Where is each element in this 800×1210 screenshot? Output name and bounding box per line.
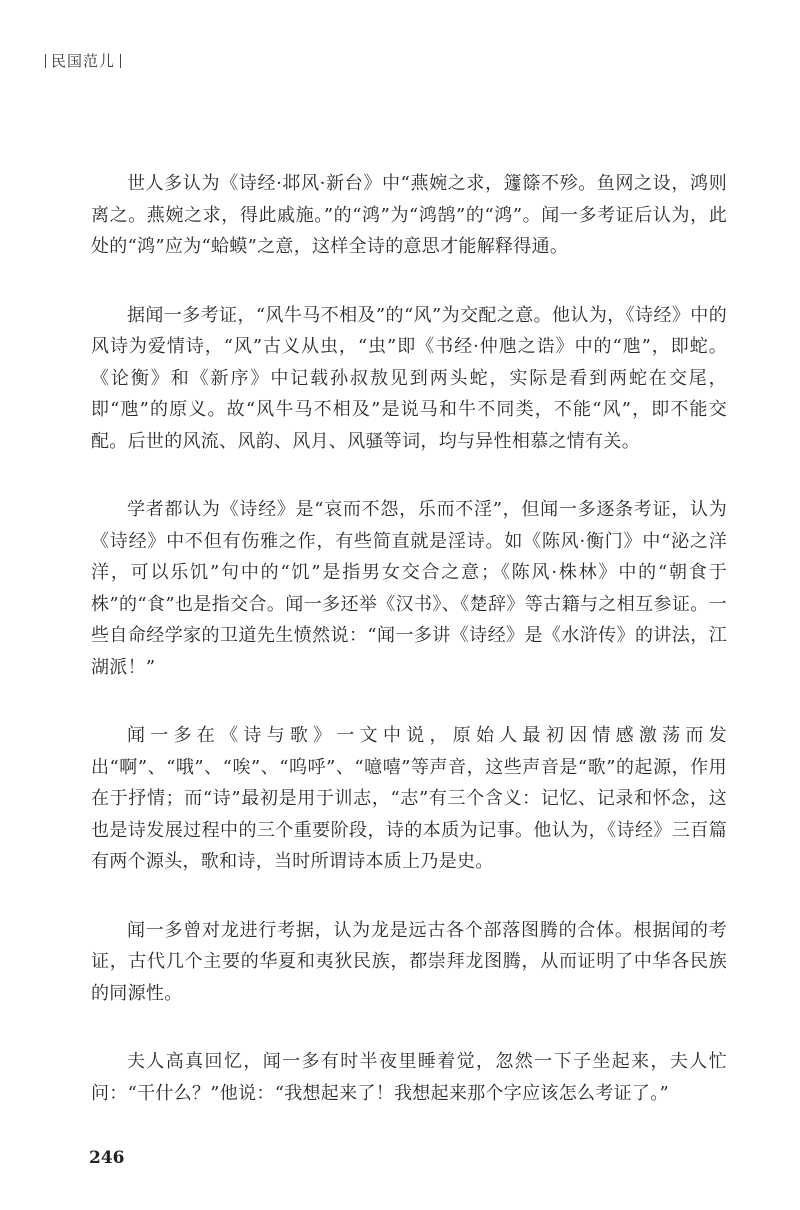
paragraph-6: 夫人高真回忆，闻一多有时半夜里睡着觉，忽然一下子坐起来，夫人忙问：“干什么？”他说：“我想起来了！我想起来那个字应该怎么考证了。” [91,1051,727,1104]
paragraph-4: 闻一多在《诗与歌》一文中说，原始人最初因情感激荡而发出“啊”、“哦”、“唉”、“呜呼”、“噫嘻”等声音，这些声音是“歌”的起源，作用在于抒情；而“诗”最初是用于训志，“志”有三个含义：记忆、记录和怀念，这也是诗发展过程中的三个重要阶段，诗的本质为记事。他认为，《诗经》三百篇有两个源头，歌和诗，当时所谓诗本质上乃是史。 [91,725,727,872]
running-header [40,50,126,71]
paragraph-1: 世人多认为《诗经·邶风·新台》中“燕婉之求，籧篨不殄。鱼网之设，鸿则离之。燕婉之求，得此戚施。”的“鸿”为“鸿鹄”的“鸿”。闻一多考证后认为，此处的“鸿”应为“蛤蟆”之意，这样全诗的意思才能解释得通。 [91,173,727,257]
paragraph-3: 学者都认为《诗经》是“哀而不怨，乐而不淫”，但闻一多逐条考证，认为《诗经》中不但有伤雅之作，有些简直就是淫诗。如《陈风·衡门》中“泌之洋洋，可以乐饥”句中的“饥”是指男女交合之意；《陈风·株林》中的“朝食于株”的“食”也是指交合。闻一多还举《汉书》、《楚辞》等古籍与之相互参证。一些自命经学家的卫道先生愤然说：“闻一多讲《诗经》是《水浒传》的讲法，江湖派！” [91,499,727,678]
header-divider-right [120,54,121,68]
page-number: 246 [89,1148,125,1168]
paragraph-2: 据闻一多考证，“风牛马不相及”的“风”为交配之意。他认为，《诗经》中的风诗为爱情诗，“风”古义从虫，“虫”即《书经·仲虺之诰》中的“虺”，即蛇。《论衡》和《新序》中记载孙叔敖见到两头蛇，实际是看到两蛇在交尾，即“虺”的原义。故“风牛马不相及”是说马和牛不同类，不能“风”，即不能交配。后世的风流、风韵、风月、风骚等词，均与异性相慕之情有关。 [91,304,727,452]
body-text [91,168,727,1146]
header-divider-left [45,54,46,68]
running-title: 民国范儿 [51,52,116,70]
paragraph-5: 闻一多曾对龙进行考据，认为龙是远古各个部落图腾的合体。根据闻的考证，古代几个主要的华夏和夷狄民族，都崇拜龙图腾，从而证明了中华各民族的同源性。 [91,919,727,1004]
